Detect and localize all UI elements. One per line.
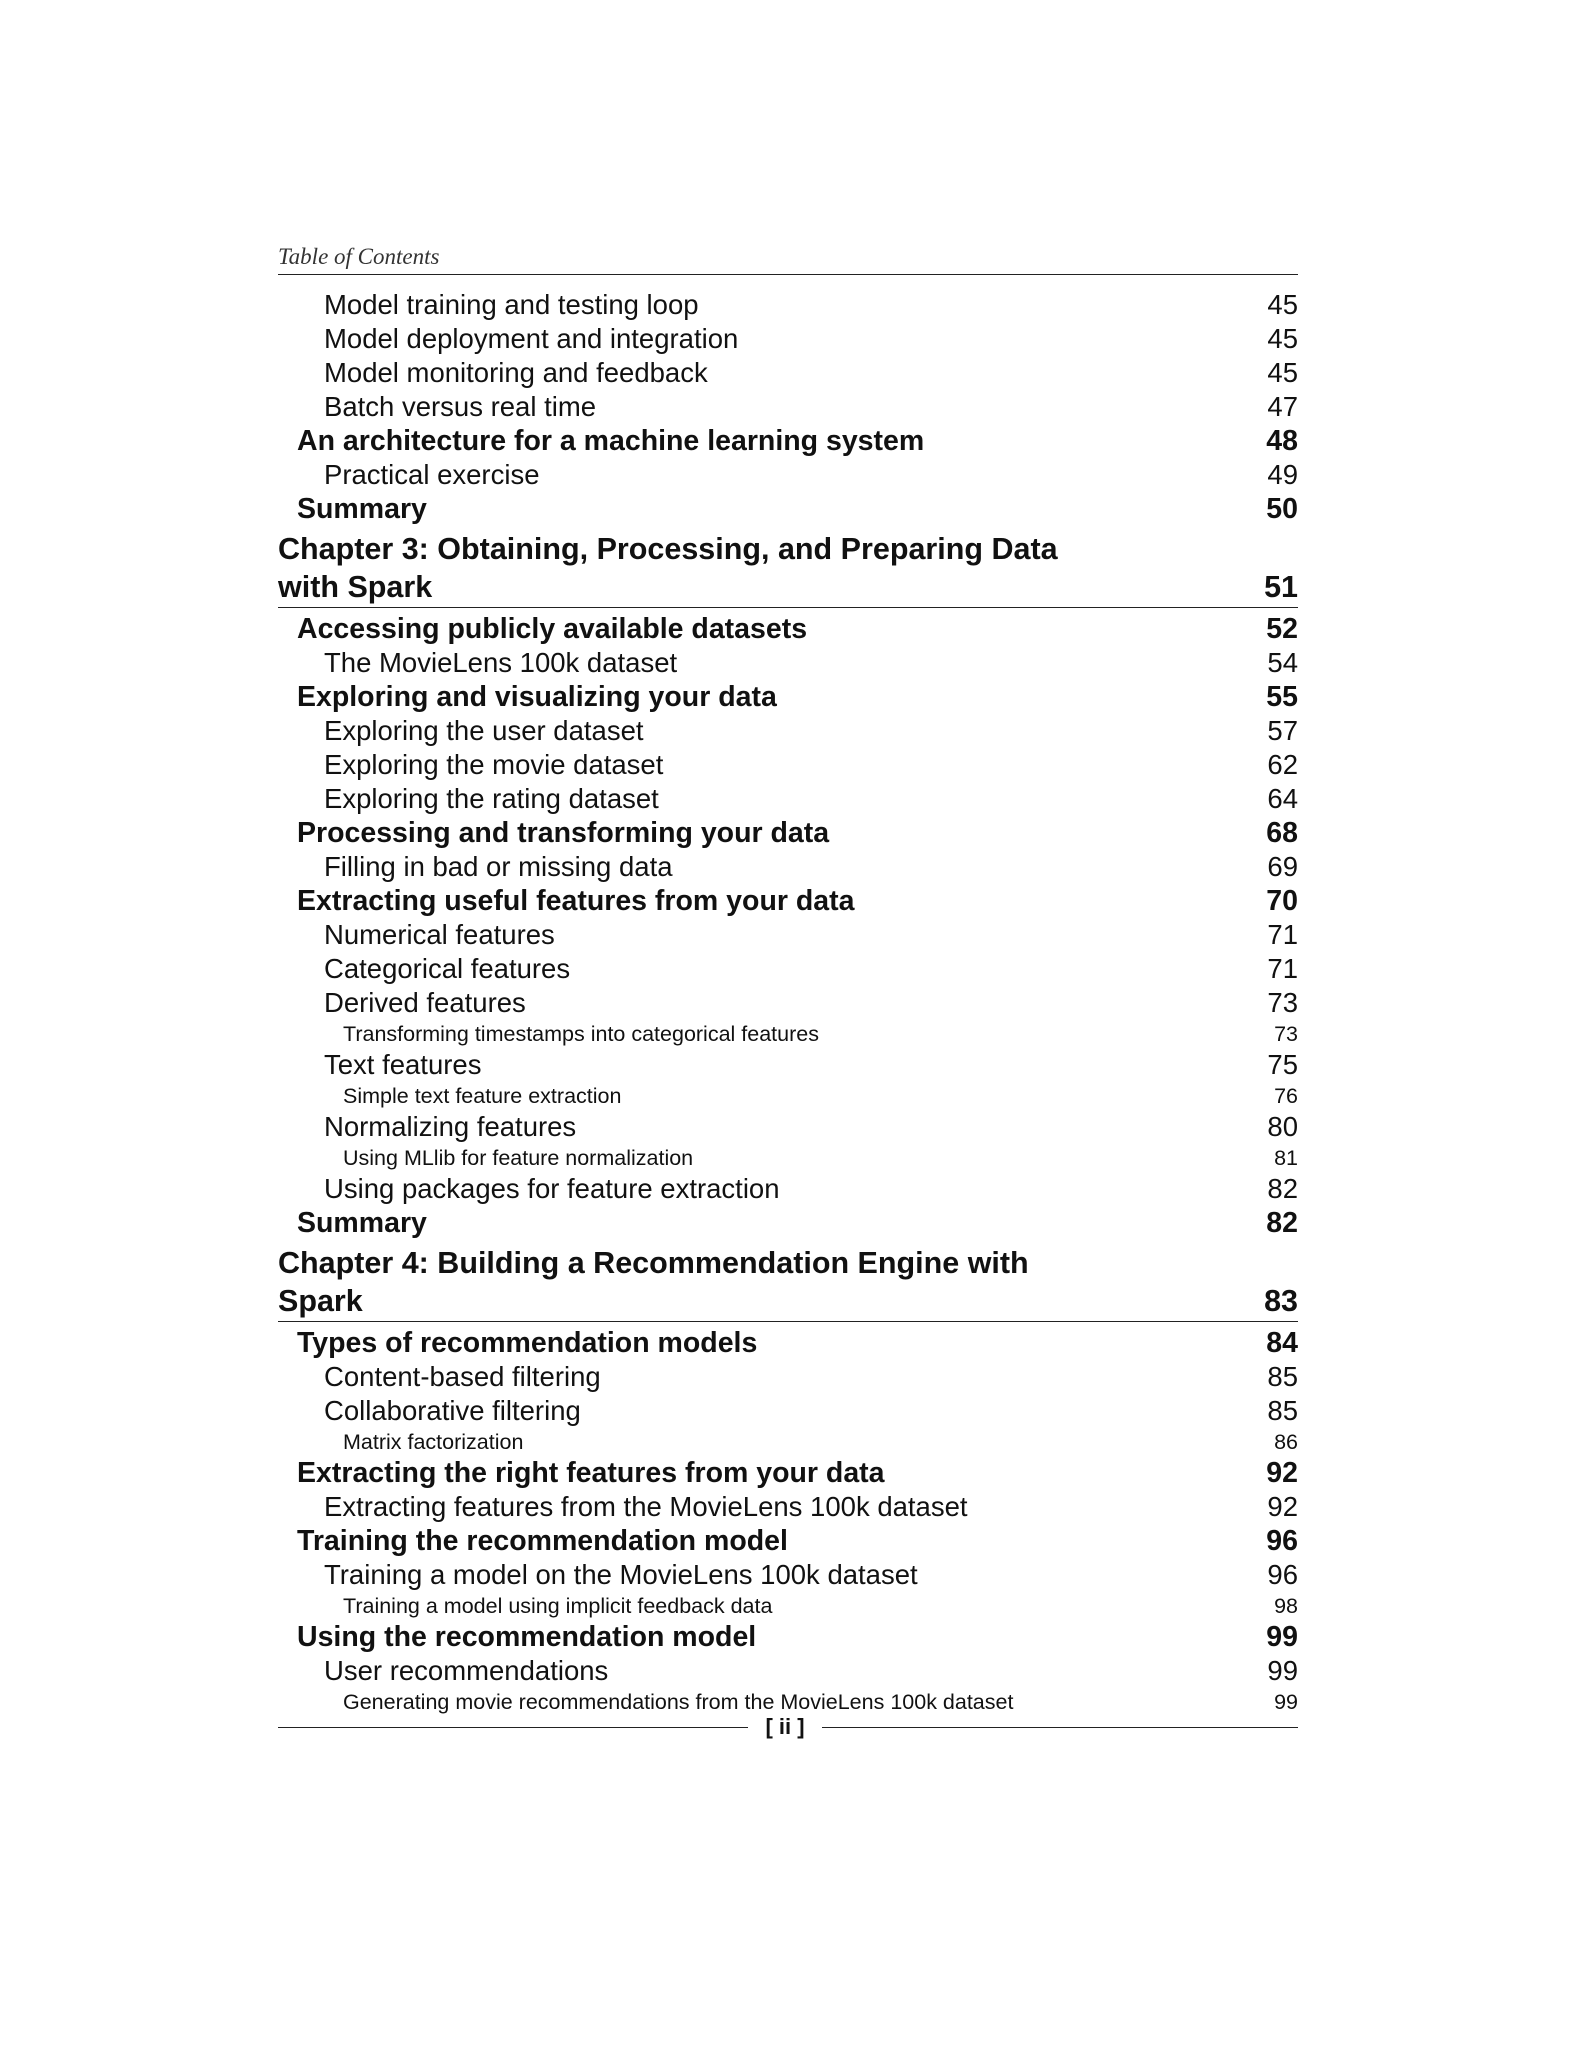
- toc-entry-title: Extracting useful features from your data: [297, 885, 855, 917]
- toc-entry-page: 62: [1267, 749, 1298, 780]
- toc-entry-title: Collaborative filtering: [324, 1395, 581, 1426]
- toc-entry-page: 48: [1266, 425, 1298, 457]
- running-title: Table of Contents: [278, 244, 440, 269]
- toc-subsection[interactable]: [278, 748, 1298, 782]
- toc-section[interactable]: [278, 884, 1298, 918]
- toc-entry-page: 99: [1267, 1655, 1298, 1686]
- toc-entry-page: 81: [1274, 1146, 1298, 1170]
- toc-subsection[interactable]: [278, 646, 1298, 680]
- toc-subsection[interactable]: [278, 782, 1298, 816]
- toc-entry-title: Text features: [324, 1049, 482, 1080]
- toc-entry-page: 73: [1267, 987, 1298, 1018]
- toc-entry-page: 96: [1267, 1559, 1298, 1590]
- toc-entry-page: 45: [1267, 357, 1298, 388]
- toc-entry-page: 80: [1267, 1111, 1298, 1142]
- toc-entry-title: Normalizing features: [324, 1111, 577, 1142]
- toc-entry-page: 69: [1267, 851, 1298, 882]
- toc-entry-page: 85: [1267, 1395, 1298, 1426]
- toc-subsection[interactable]: [278, 952, 1298, 986]
- toc-entry-page: 99: [1274, 1690, 1298, 1714]
- toc-subsection[interactable]: [278, 458, 1298, 492]
- toc-subsection[interactable]: [278, 986, 1298, 1020]
- toc-entry-title: Exploring the rating dataset: [324, 783, 659, 814]
- toc-section[interactable]: [278, 1620, 1298, 1654]
- toc-subsection[interactable]: [278, 1172, 1298, 1206]
- toc-subsubsection[interactable]: [278, 1020, 1298, 1048]
- toc-entry-page: 83: [1264, 1284, 1298, 1318]
- toc-section[interactable]: [278, 424, 1298, 458]
- toc-entry-title: Model deployment and integration: [324, 323, 739, 354]
- toc-chapter[interactable]: [278, 530, 1298, 608]
- toc-entry-title: Generating movie recommendations from the MovieLens 100k dataset: [343, 1690, 1014, 1714]
- toc-subsection[interactable]: [278, 1394, 1298, 1428]
- toc-entry-page: 92: [1266, 1457, 1298, 1489]
- toc-section[interactable]: [278, 612, 1298, 646]
- toc-entry-page: 85: [1267, 1361, 1298, 1392]
- toc-entry-page: 96: [1266, 1525, 1298, 1557]
- toc-subsubsection[interactable]: [278, 1592, 1298, 1620]
- toc-entry-page: 92: [1267, 1491, 1298, 1522]
- toc-subsection[interactable]: [278, 714, 1298, 748]
- toc-subsection[interactable]: [278, 1654, 1298, 1688]
- toc-entry-page: 71: [1267, 953, 1298, 984]
- toc-subsubsection[interactable]: [278, 1144, 1298, 1172]
- toc-entry-title: Derived features: [324, 987, 526, 1018]
- toc-subsection[interactable]: [278, 1558, 1298, 1592]
- footer-rule-right: [822, 1727, 1298, 1728]
- toc-entry-title: User recommendations: [324, 1655, 609, 1686]
- toc-entry-page: 64: [1267, 783, 1298, 814]
- toc-section[interactable]: [278, 1524, 1298, 1558]
- toc-entry-page: 75: [1267, 1049, 1298, 1080]
- toc-subsection[interactable]: [278, 918, 1298, 952]
- toc-entry-title: Filling in bad or missing data: [324, 851, 673, 882]
- toc-entry-title: Extracting features from the MovieLens 100k dataset: [324, 1491, 968, 1522]
- toc-entry-page: 76: [1274, 1084, 1298, 1108]
- toc-entry-page: 57: [1267, 715, 1298, 746]
- toc-subsubsection[interactable]: [278, 1428, 1298, 1456]
- page-number: [ ii ]: [765, 1714, 805, 1739]
- toc-entry-title: Types of recommendation models: [297, 1327, 758, 1359]
- running-header: [278, 240, 1298, 275]
- toc-entry-page: 54: [1267, 647, 1298, 678]
- toc-entry-title: Using the recommendation model: [297, 1621, 757, 1653]
- toc-entry-page: 86: [1274, 1430, 1298, 1454]
- toc-entry-title: Model monitoring and feedback: [324, 357, 708, 388]
- toc-entry-page: 82: [1267, 1173, 1298, 1204]
- toc-subsection[interactable]: [278, 288, 1298, 322]
- toc-entry-page: 82: [1266, 1207, 1298, 1239]
- page-footer: [278, 1712, 1298, 1742]
- table-of-contents: [278, 288, 1298, 1716]
- toc-entry-page: 45: [1267, 289, 1298, 320]
- toc-entry-title: Exploring the user dataset: [324, 715, 644, 746]
- toc-entry-page: 84: [1266, 1327, 1298, 1359]
- toc-entry-title: Training the recommendation model: [297, 1525, 788, 1557]
- toc-entry-title: Summary: [297, 1207, 427, 1239]
- toc-entry-title: Numerical features: [324, 919, 555, 950]
- toc-entry-page: 47: [1267, 391, 1298, 422]
- toc-entry-page: 99: [1266, 1621, 1298, 1653]
- footer-rule-left: [278, 1727, 748, 1728]
- toc-entry-title: Using packages for feature extraction: [324, 1173, 780, 1204]
- toc-entry-title: Chapter 3: Obtaining, Processing, and Preparing Data with Spark: [278, 532, 1058, 604]
- toc-entry-title: Batch versus real time: [324, 391, 597, 422]
- toc-section[interactable]: [278, 492, 1298, 526]
- toc-section[interactable]: [278, 1456, 1298, 1490]
- toc-entry-title: Training a model using implicit feedback data: [343, 1594, 773, 1618]
- toc-entry-title: Exploring the movie dataset: [324, 749, 664, 780]
- toc-entry-title: Simple text feature extraction: [343, 1084, 622, 1108]
- toc-entry-title: Exploring and visualizing your data: [297, 681, 777, 713]
- toc-entry-title: Chapter 4: Building a Recommendation Engine with Spark: [278, 1246, 1029, 1318]
- toc-entry-title: Using MLlib for feature normalization: [343, 1146, 694, 1170]
- toc-section[interactable]: [278, 680, 1298, 714]
- toc-subsection[interactable]: [278, 1360, 1298, 1394]
- toc-entry-page: 45: [1267, 323, 1298, 354]
- toc-entry-page: 71: [1267, 919, 1298, 950]
- toc-entry-page: 68: [1266, 817, 1298, 849]
- toc-subsection[interactable]: [278, 1490, 1298, 1524]
- toc-entry-title: Matrix factorization: [343, 1430, 524, 1454]
- toc-section[interactable]: [278, 1206, 1298, 1240]
- toc-entry-page: 49: [1267, 459, 1298, 490]
- toc-section[interactable]: [278, 816, 1298, 850]
- toc-entry-title: Summary: [297, 493, 427, 525]
- toc-subsection[interactable]: [278, 1110, 1298, 1144]
- toc-entry-title: Categorical features: [324, 953, 571, 984]
- toc-entry-page: 51: [1264, 570, 1298, 604]
- toc-subsection[interactable]: [278, 850, 1298, 884]
- toc-entry-title: Content-based filtering: [324, 1361, 601, 1392]
- toc-entry-page: 55: [1266, 681, 1298, 713]
- toc-entry-page: 98: [1274, 1594, 1298, 1618]
- toc-subsection[interactable]: [278, 390, 1298, 424]
- toc-subsection[interactable]: [278, 322, 1298, 356]
- toc-entry-title: Accessing publicly available datasets: [297, 613, 808, 645]
- toc-entry-title: Processing and transforming your data: [297, 817, 830, 849]
- toc-chapter[interactable]: [278, 1244, 1298, 1322]
- toc-entry-title: Transforming timestamps into categorical features: [343, 1022, 819, 1046]
- toc-entry-page: 73: [1274, 1022, 1298, 1046]
- toc-entry-title: Model training and testing loop: [324, 289, 699, 320]
- toc-entry-page: 52: [1266, 613, 1298, 645]
- toc-entry-page: 50: [1266, 493, 1298, 525]
- toc-subsection[interactable]: [278, 356, 1298, 390]
- toc-entry-title: Training a model on the MovieLens 100k dataset: [324, 1559, 918, 1590]
- toc-subsection[interactable]: [278, 1048, 1298, 1082]
- toc-entry-page: 70: [1266, 885, 1298, 917]
- book-page: [278, 240, 1298, 1760]
- toc-entry-title: Practical exercise: [324, 459, 540, 490]
- toc-subsubsection[interactable]: [278, 1082, 1298, 1110]
- toc-section[interactable]: [278, 1326, 1298, 1360]
- toc-entry-title: Extracting the right features from your data: [297, 1457, 885, 1489]
- toc-entry-title: An architecture for a machine learning system: [297, 425, 925, 457]
- toc-entry-title: The MovieLens 100k dataset: [324, 647, 678, 678]
